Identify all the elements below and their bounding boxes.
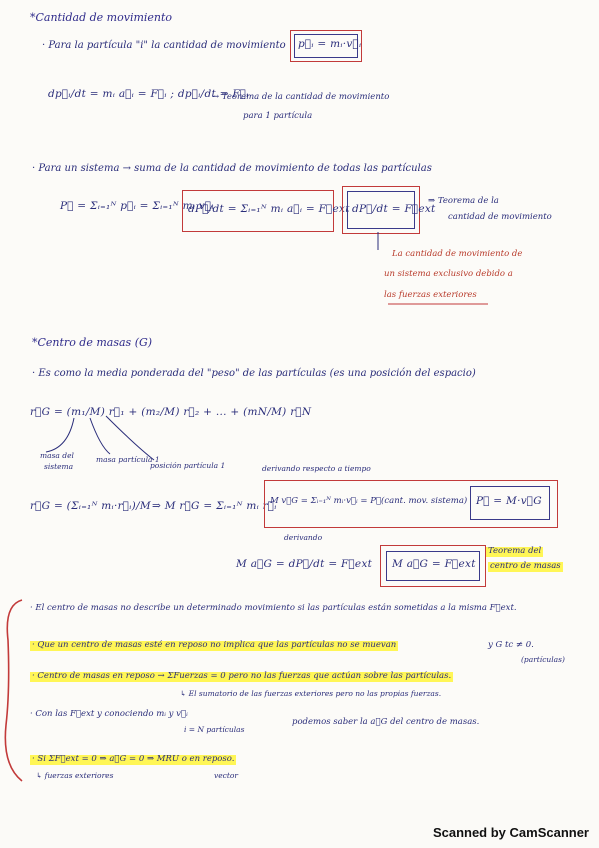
section2-line1: · Es como la media ponderada del "peso" de las partículas (es una posición del espacio) [32, 368, 476, 379]
theorem2-label: ⇒ Teorema de la [428, 196, 499, 206]
PMvG-formula: P⃗ = M·v⃗G [476, 495, 542, 507]
MaG-formula: M a⃗G = dP⃗/dt = F⃗ext [236, 558, 373, 570]
note3: las fuerzas exteriores [384, 290, 477, 300]
note-n5: · Si ΣF⃗ext = 0 ⇒ a⃗G = 0 ⇒ MRU o en reposo. [32, 754, 235, 764]
theorem2b-label: cantidad de movimiento [448, 212, 552, 222]
label-deriv: derivando respecto a tiempo [262, 464, 371, 473]
rG2-formula: r⃗G = (Σᵢ₌₁ᴺ mᵢ·r⃗ᵢ)/M [30, 500, 151, 512]
arrow-mpart [90, 418, 110, 454]
note2: un sistema exclusivo debido a [384, 269, 513, 279]
dPsum-formula: dP⃗/dt = Σᵢ₌₁ᴺ mᵢ a⃗ᵢ = F⃗ext [188, 203, 350, 215]
MvG-formula: ⇒ M r⃗̇G = Σᵢ₌₁ᴺ mᵢ r⃗̇ᵢ [152, 500, 277, 512]
note-n2b: y G tc ≠ 0. [488, 640, 534, 650]
note-n4b: i = N partículas [184, 725, 245, 734]
label-masa: masa del [40, 451, 74, 460]
theorem3b-label: centro de masas [490, 561, 561, 571]
arrow-pos [106, 416, 154, 460]
theorem1-label: → Teorema de la cantidad de movimiento [212, 92, 390, 102]
Psum-formula: P⃗ = Σᵢ₌₁ᴺ p⃗ᵢ = Σᵢ₌₁ᴺ mᵢ v⃗ᵢ [60, 200, 214, 212]
note-n3: · Centro de masas en reposo → ΣFuerzas = 0 pero no las fuerzas que actúan sobre las partículas. [32, 671, 452, 681]
note-n1: · El centro de masas no describe un determinado movimiento si las partículas están sometidas a la misma F⃗ext. [30, 603, 517, 613]
deriv-formula: dp⃗ᵢ/dt = mᵢ a⃗ᵢ = F⃗ᵢ ; dp⃗ᵢ/dt = F⃗ᵢ [48, 88, 249, 100]
label-mpart: masa partícula 1 [96, 455, 160, 464]
MvG2-formula: M v⃗G = Σᵢ₌₁ᴺ mᵢ·v⃗ᵢ = P⃗(cant. mov. sistema) [270, 496, 468, 506]
note-n4c: podemos saber la a⃗G del centro de masas. [292, 717, 480, 727]
note-n5b: ↳ fuerzas exteriores [36, 771, 114, 780]
label-deriv2: derivando [284, 533, 323, 542]
section1-line1: · Para la partícula "i" la cantidad de movimiento [42, 40, 286, 51]
theorem1b-label: para 1 partícula [243, 111, 313, 121]
section2-title: *Centro de masas (G) [32, 336, 153, 349]
note-n4: · Con las F⃗ext y conociendo mᵢ y v⃗ᵢ [30, 709, 188, 719]
MaG2-formula: M a⃗G = F⃗ext [392, 558, 476, 570]
note-n2: · Que un centro de masas esté en reposo no implica que las partículas no se muevan [32, 640, 397, 650]
section1-line2: · Para un sistema → suma de la cantidad de movimiento de todas las partículas [32, 163, 432, 174]
pi-formula: p⃗ᵢ = mᵢ·v⃗ᵢ [298, 38, 362, 50]
theorem3-label: Teorema del [488, 546, 542, 556]
note-n5c: vector [214, 771, 238, 780]
label-masa2: sistema [44, 462, 74, 471]
note1: La cantidad de movimiento de [392, 249, 523, 259]
note-n3b: ↳ El sumatorio de las fuerzas exteriores pero no las propias fuerzas. [180, 689, 442, 698]
arrow-masa [46, 418, 74, 452]
rG-formula: r⃗G = (m₁/M) r⃗₁ + (m₂/M) r⃗₂ + ... + (mN/M) r⃗N [30, 406, 312, 418]
red-brace [5, 600, 22, 781]
section1-title: *Cantidad de movimiento [30, 11, 173, 24]
footer-watermark: Scanned by CamScanner [432, 825, 589, 840]
dPext-formula: dP⃗/dt = F⃗ext [352, 203, 436, 215]
label-pos: posición partícula 1 [150, 461, 226, 470]
note-n2c: (partículas) [521, 655, 565, 664]
